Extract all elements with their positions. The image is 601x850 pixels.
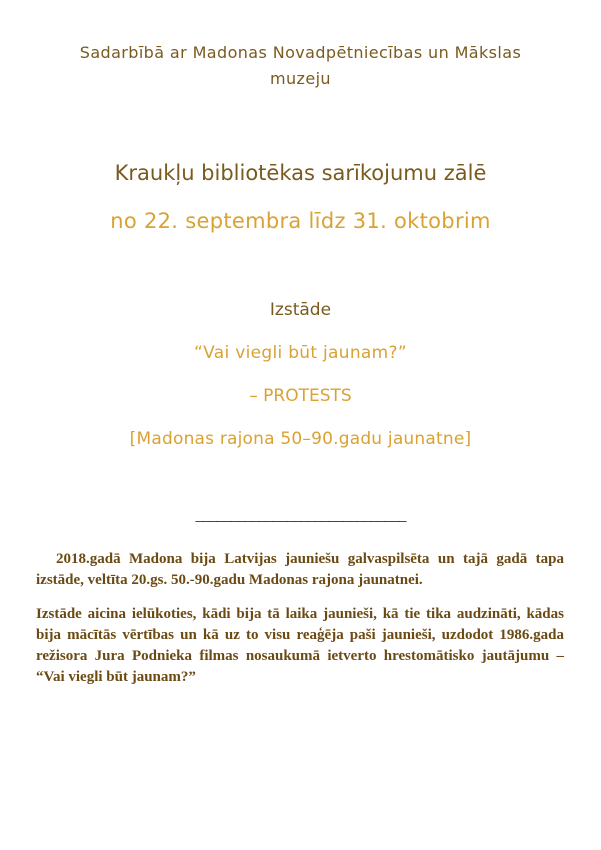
venue-heading: Kraukļu bibliotēkas sarīkojumu zālē [114,161,487,185]
intro-line-2: muzeju [270,69,331,88]
intro-line-1: Sadarbībā ar Madonas Novadpētniecības un Mākslas [79,43,522,62]
divider-line: ______________________________ [195,507,406,524]
exhibition-note: [Madonas rajona 50–90.gadu jaunatne] [129,429,472,449]
exhibition-label: Izstāde [269,300,332,320]
intro-text [0,40,601,92]
exhibition-subtitle: – PROTESTS [249,386,352,406]
exhibition-title: “Vai viegli būt jaunam?” [194,343,407,363]
dates-heading: no 22. septembra līdz 31. oktobrim [110,209,491,233]
paragraph-1: 2018.gadā Madona bija Latvijas jauniešu galvaspilsēta un tajā gadā tapa izstāde, veltīta 20.gs. 50.-90.gadu Madonas rajona jaunatnei. [36,551,564,588]
paragraph-2: Izstāde aicina ielūkoties, kādi bija tā laika jaunieši, kā tie tika audzināti, kādas bija mācītās vērtības un kā uz to visu reaģēja paši jaunieši, uzdodot 1986.gada režisora Jura Podnieka filmas nosaukumā ietverto hrestomātisko jautājumu – “Vai viegli būt jaunam?” [36,606,564,685]
